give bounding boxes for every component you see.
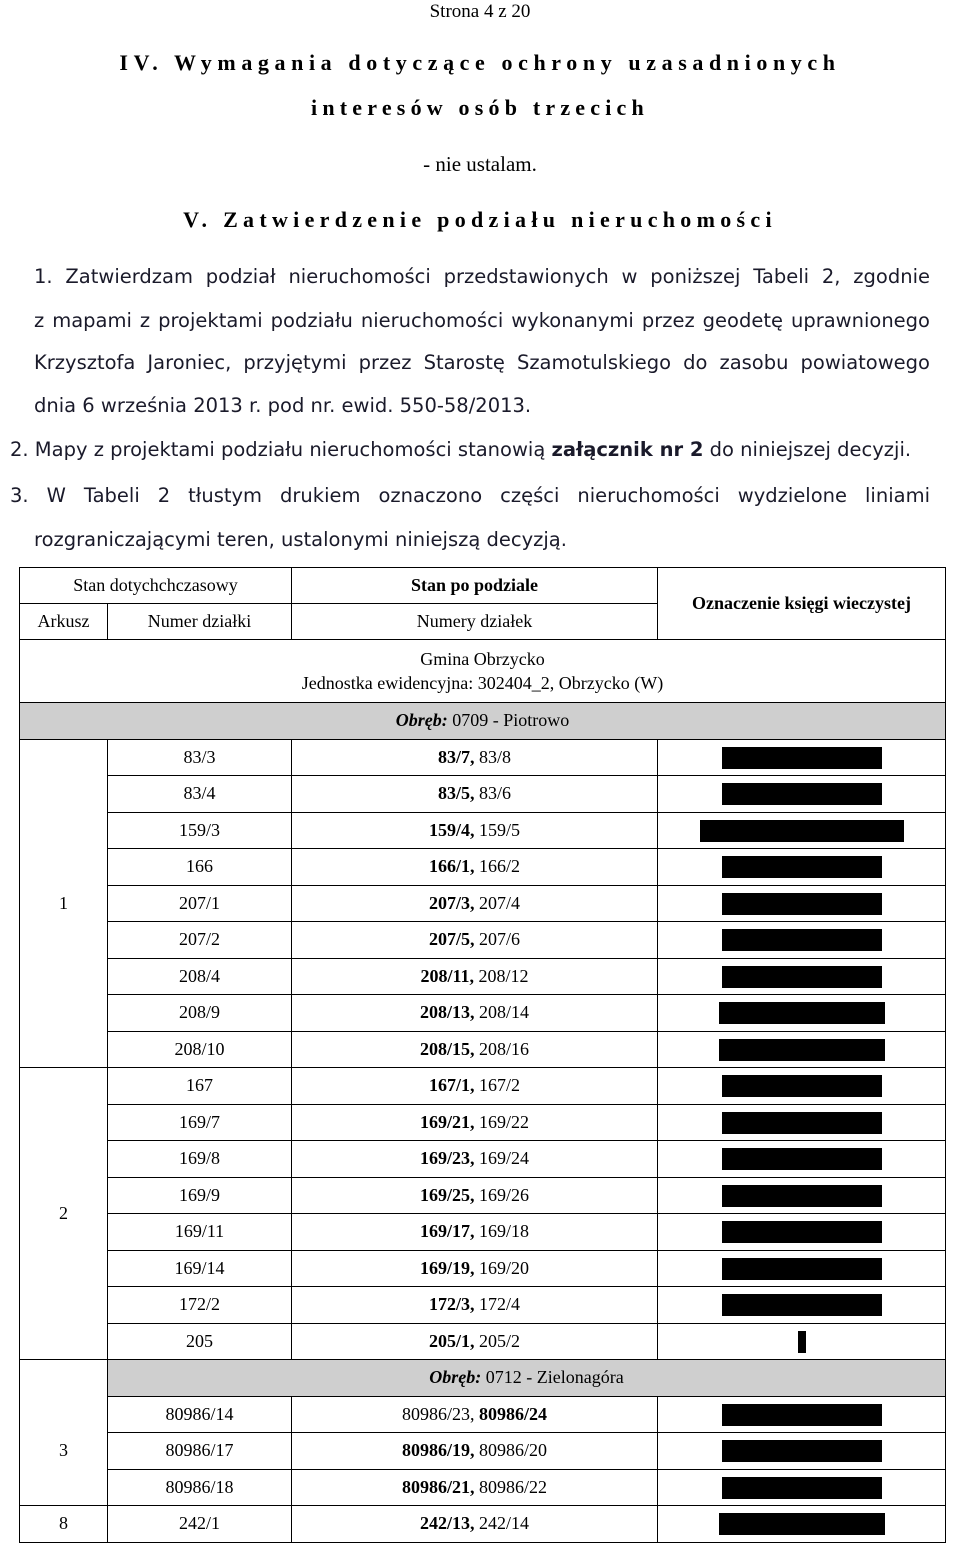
new-parcels (292, 1214, 658, 1251)
paragraph-3-line-2: rozgraniczającymi teren, ustalonymi niniejszą decyzją. (34, 528, 567, 551)
obreb-row-piotrowo (20, 703, 946, 740)
old-parcel: 169/14 (108, 1250, 292, 1287)
old-parcel: 159/3 (108, 812, 292, 849)
land-register-cell (658, 776, 946, 813)
obreb-label: Obręb: (395, 710, 448, 731)
redaction-block (722, 1294, 882, 1316)
land-register-cell (658, 885, 946, 922)
land-register-cell (658, 1177, 946, 1214)
jednostka-ewidencyjna: Jednostka ewidencyjna: 302404_2, Obrzycko (W) (301, 673, 664, 693)
redaction-block (798, 1331, 806, 1353)
obreb-row-zielonagora (108, 1360, 946, 1397)
old-parcel: 208/10 (108, 1031, 292, 1068)
new-parcel-bold: 208/15, (420, 1038, 475, 1059)
new-parcel-bold: 207/3, (429, 892, 475, 913)
old-parcel: 80986/14 (108, 1396, 292, 1433)
new-parcel-bold: 208/13, (420, 1002, 475, 1023)
new-parcels (292, 1250, 658, 1287)
paragraph-2-prefix: 2. Mapy z projektami podziału nieruchomości stanowią (10, 438, 552, 461)
new-parcel-rest: 167/2 (474, 1075, 521, 1096)
new-parcel-bold: 166/1, (429, 856, 475, 877)
header-numer-dzialki: Numer działki (108, 604, 292, 640)
new-parcels (292, 1323, 658, 1360)
land-register-cell (658, 1287, 946, 1324)
new-parcel-rest: 80986/23, (402, 1403, 480, 1424)
old-parcel: 83/4 (108, 776, 292, 813)
redaction-block (722, 1112, 882, 1134)
redaction-block (722, 783, 882, 805)
new-parcels (292, 849, 658, 886)
obreb-value: 0712 - Zielonagóra (481, 1367, 624, 1388)
new-parcel-bold: 80986/21, (402, 1476, 475, 1497)
redaction-block (722, 856, 882, 878)
new-parcels (292, 1177, 658, 1214)
land-register-cell (658, 739, 946, 776)
land-register-cell (658, 849, 946, 886)
land-register-cell (658, 1323, 946, 1360)
land-register-cell (658, 812, 946, 849)
arkusz-cell: 2 (20, 1068, 108, 1360)
redaction-block (722, 966, 882, 988)
new-parcel-bold: 207/5, (429, 929, 475, 950)
old-parcel: 169/11 (108, 1214, 292, 1251)
land-register-cell (658, 1433, 946, 1470)
new-parcel-rest: 169/26 (474, 1184, 530, 1205)
new-parcel-rest: 172/4 (474, 1294, 521, 1315)
redaction-block (722, 1221, 882, 1243)
redaction-block (722, 1075, 882, 1097)
new-parcels (292, 1031, 658, 1068)
new-parcel-bold: 205/1, (429, 1330, 475, 1351)
new-parcel-bold: 80986/19, (402, 1440, 475, 1461)
old-parcel: 83/3 (108, 739, 292, 776)
old-parcel: 167 (108, 1068, 292, 1105)
new-parcel-rest: 205/2 (474, 1330, 521, 1351)
new-parcel-rest: 207/6 (474, 929, 521, 950)
attachment-reference: załącznik nr 2 (551, 438, 704, 461)
old-parcel: 208/9 (108, 995, 292, 1032)
land-register-cell (658, 1250, 946, 1287)
land-register-cell (658, 1031, 946, 1068)
page-number: Strona 4 z 20 (429, 1, 531, 22)
new-parcel-rest: 80986/22 (474, 1476, 548, 1497)
section-4-text: - nie ustalam. (423, 152, 537, 176)
redaction-block (722, 1404, 882, 1426)
header-numery-dzialek: Numery działek (292, 604, 658, 640)
new-parcel-rest: 242/14 (474, 1513, 530, 1534)
redaction-block (700, 820, 904, 842)
new-parcel-rest: 169/24 (474, 1148, 530, 1169)
paragraph-1-line-2: z mapami z projektami podziału nieruchomości wykonanymi przez geodetę uprawnionego (34, 309, 930, 332)
new-parcel-rest: 80986/20 (474, 1440, 548, 1461)
new-parcel-rest: 207/4 (474, 892, 521, 913)
new-parcel-bold: 83/7, (438, 746, 475, 767)
section-5-heading: V. Zatwierdzenie podziału nieruchomości (183, 207, 777, 232)
new-parcel-rest: 208/16 (474, 1038, 530, 1059)
redaction-block (722, 1148, 882, 1170)
old-parcel: 208/4 (108, 958, 292, 995)
new-parcels (292, 1068, 658, 1105)
land-register-cell (658, 1104, 946, 1141)
new-parcels (292, 812, 658, 849)
section-4-heading-line-2: interesów osób trzecich (311, 95, 649, 120)
new-parcels (292, 1396, 658, 1433)
new-parcel-rest: 169/18 (474, 1221, 530, 1242)
new-parcel-rest: 159/5 (474, 819, 521, 840)
new-parcels (292, 739, 658, 776)
paragraph-1-line-3: Krzysztofa Jaroniec, przyjętymi przez Starostę Szamotulskiego do zasobu powiatowego (34, 351, 930, 374)
land-register-cell (658, 1214, 946, 1251)
redaction-block (722, 929, 882, 951)
new-parcels (292, 958, 658, 995)
new-parcel-rest: 83/8 (474, 746, 512, 767)
redaction-block (722, 1185, 882, 1207)
paragraph-2 (10, 428, 911, 471)
new-parcel-bold: 208/11, (420, 965, 475, 986)
old-parcel: 172/2 (108, 1287, 292, 1324)
obreb-value: 0709 - Piotrowo (447, 710, 570, 731)
new-parcel-bold: 83/5, (438, 783, 475, 804)
new-parcels (292, 776, 658, 813)
header-oznaczenie-ksiegi: Oznaczenie księgi wieczystej (658, 568, 946, 640)
new-parcels (292, 1506, 658, 1543)
new-parcel-bold: 167/1, (429, 1075, 475, 1096)
redaction-block (719, 1002, 885, 1024)
new-parcels (292, 1287, 658, 1324)
new-parcel-rest: 169/20 (474, 1257, 530, 1278)
paragraph-2-suffix: do niniejszej decyzji. (703, 438, 912, 461)
redaction-block (722, 1440, 882, 1462)
new-parcel-bold: 169/23, (420, 1148, 475, 1169)
old-parcel: 207/2 (108, 922, 292, 959)
new-parcel-rest: 166/2 (474, 856, 521, 877)
new-parcels (292, 885, 658, 922)
new-parcels (292, 1104, 658, 1141)
gmina-cell (20, 640, 946, 703)
old-parcel: 80986/18 (108, 1469, 292, 1506)
land-register-cell (658, 922, 946, 959)
old-parcel: 169/8 (108, 1141, 292, 1178)
old-parcel: 80986/17 (108, 1433, 292, 1470)
old-parcel: 166 (108, 849, 292, 886)
new-parcel-bold: 169/21, (420, 1111, 475, 1132)
land-register-cell (658, 1396, 946, 1433)
new-parcels (292, 1141, 658, 1178)
new-parcel-bold: 172/3, (429, 1294, 475, 1315)
land-register-cell (658, 1469, 946, 1506)
new-parcel-bold: 169/19, (420, 1257, 475, 1278)
old-parcel: 207/1 (108, 885, 292, 922)
arkusz-cell-blank (20, 1360, 108, 1397)
parcel-division-table (19, 567, 946, 1543)
new-parcels (292, 1433, 658, 1470)
new-parcel-bold: 169/17, (420, 1221, 475, 1242)
new-parcels (292, 1469, 658, 1506)
redaction-block (722, 893, 882, 915)
new-parcel-rest: 83/6 (474, 783, 512, 804)
land-register-cell (658, 1506, 946, 1543)
header-arkusz: Arkusz (20, 604, 108, 640)
paragraph-3-line-1: 3. W Tabeli 2 tłustym drukiem oznaczono części nieruchomości wydzielone liniami (10, 484, 930, 507)
section-4-heading-line-1: IV. Wymagania dotyczące ochrony uzasadnionych (119, 50, 841, 75)
redaction-block (719, 1513, 885, 1535)
paragraph-1-line-4: dnia 6 września 2013 r. pod nr. ewid. 550-58/2013. (34, 394, 532, 417)
land-register-cell (658, 958, 946, 995)
obreb-label: Obręb: (429, 1367, 482, 1388)
arkusz-cell: 1 (20, 739, 108, 1068)
gmina-name: Gmina Obrzycko (420, 649, 545, 669)
land-register-cell (658, 1141, 946, 1178)
new-parcel-bold: 242/13, (420, 1513, 475, 1534)
old-parcel: 169/9 (108, 1177, 292, 1214)
land-register-cell (658, 995, 946, 1032)
old-parcel: 242/1 (108, 1506, 292, 1543)
arkusz-cell: 3 (20, 1396, 108, 1506)
old-parcel: 169/7 (108, 1104, 292, 1141)
new-parcels (292, 922, 658, 959)
land-register-cell (658, 1068, 946, 1105)
new-parcel-rest: 208/12 (474, 965, 529, 986)
redaction-block (722, 747, 882, 769)
old-parcel: 205 (108, 1323, 292, 1360)
paragraph-1-line-1: 1. Zatwierdzam podział nieruchomości przedstawionych w poniższej Tabeli 2, zgodnie (34, 265, 930, 288)
redaction-block (722, 1477, 882, 1499)
new-parcel-rest: 169/22 (474, 1111, 530, 1132)
new-parcel-rest: 208/14 (474, 1002, 530, 1023)
redaction-block (722, 1258, 882, 1280)
new-parcels (292, 995, 658, 1032)
header-stan-dotychczasowy: Stan dotychchczasowy (20, 568, 292, 604)
new-parcel-bold: 169/25, (420, 1184, 475, 1205)
new-parcel-bold: 80986/24 (479, 1403, 548, 1424)
header-stan-po-podziale: Stan po podziale (292, 568, 658, 604)
new-parcel-bold: 159/4, (429, 819, 475, 840)
redaction-block (719, 1039, 885, 1061)
arkusz-cell: 8 (20, 1506, 108, 1543)
